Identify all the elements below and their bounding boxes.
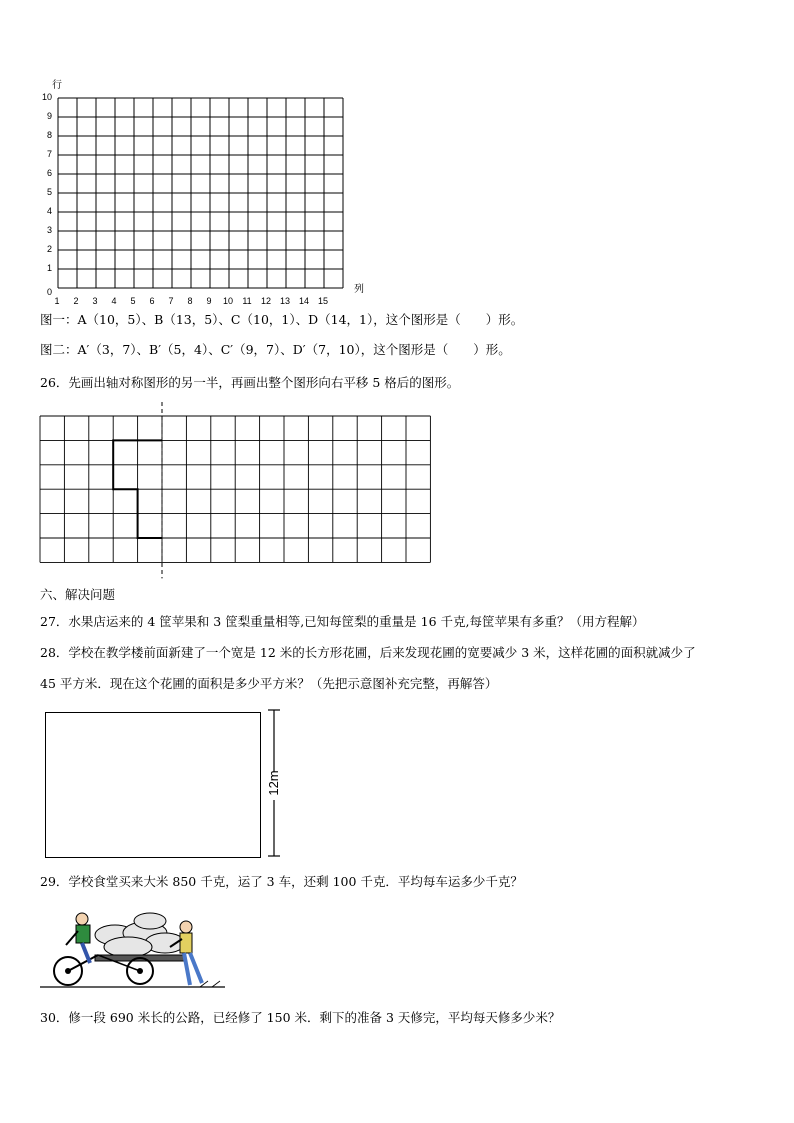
y-tick-label: 2 bbox=[46, 244, 52, 254]
y-tick-label: 9 bbox=[46, 111, 52, 121]
y-tick-label: 0 bbox=[46, 287, 52, 297]
x-tick-label: 14 bbox=[298, 296, 309, 306]
y-tick-label: 7 bbox=[46, 149, 52, 159]
x-tick-label: 9 bbox=[206, 296, 212, 306]
x-tick-label: 7 bbox=[168, 296, 174, 306]
x-tick-label: 8 bbox=[187, 296, 193, 306]
question-26: 26．先画出轴对称图形的另一半，再画出整个图形向右平移 5 格后的图形。 bbox=[40, 375, 460, 390]
y-tick-label: 1 bbox=[46, 263, 52, 273]
question-29: 29．学校食堂买来大米 850 千克，运了 3 车，还剩 100 千克．平均每车运多少千克？ bbox=[40, 874, 523, 889]
question-27: 27．水果店运来的 4 筐苹果和 3 筐梨重量相等,已知每筐梨的重量是 16 千克,每筐苹果有多重？（用方程解） bbox=[40, 614, 645, 629]
x-tick-label: 2 bbox=[73, 296, 79, 306]
question-28-line2: 45 平方米．现在这个花圃的面积是多少平方米？（先把示意图补充完整，再解答） bbox=[40, 676, 498, 691]
x-tick-label: 5 bbox=[130, 296, 136, 306]
rice-tricycle-illustration bbox=[40, 905, 230, 990]
garden-rectangle bbox=[45, 712, 261, 858]
x-tick-label: 6 bbox=[149, 296, 155, 306]
y-tick-label: 6 bbox=[46, 168, 52, 178]
x-tick-label: 1 bbox=[54, 296, 60, 306]
y-tick-label: 4 bbox=[46, 206, 52, 216]
figure2-question: 图二：A′（3，7）、B′（5，4）、C′（9，7）、D′（7，10），这个图形是（ ）形。 bbox=[40, 342, 511, 357]
x-tick-label: 11 bbox=[242, 296, 252, 306]
section-title: 六、解决问题 bbox=[40, 587, 116, 602]
x-tick-label: 12 bbox=[260, 296, 271, 306]
y-tick-label: 8 bbox=[46, 130, 52, 140]
y-axis-label: 行 bbox=[52, 80, 62, 91]
x-tick-label: 10 bbox=[222, 296, 233, 306]
y-tick-label: 5 bbox=[46, 187, 52, 197]
question-30: 30．修一段 690 米长的公路，已经修了 150 米．剩下的准备 3 天修完，平均每天修多少米？ bbox=[40, 1010, 561, 1025]
x-tick-label: 15 bbox=[317, 296, 328, 306]
figure1-question: 图一：A（10，5）、B（13，5）、C（10，1）、D（14，1），这个图形是（ ）形。 bbox=[40, 312, 524, 327]
y-tick-label: 3 bbox=[46, 225, 52, 235]
x-axis-label: 列 bbox=[354, 284, 364, 295]
x-tick-label: 13 bbox=[279, 296, 290, 306]
width-label: 12m bbox=[266, 770, 281, 796]
x-tick-label: 3 bbox=[92, 296, 98, 306]
question-28-line1: 28．学校在教学楼前面新建了一个宽是 12 米的长方形花圃，后来发现花圃的宽要减少 3 米，这样花圃的面积就减少了 bbox=[40, 645, 696, 660]
x-tick-label: 4 bbox=[111, 296, 117, 306]
y-tick-label: 10 bbox=[41, 92, 52, 102]
